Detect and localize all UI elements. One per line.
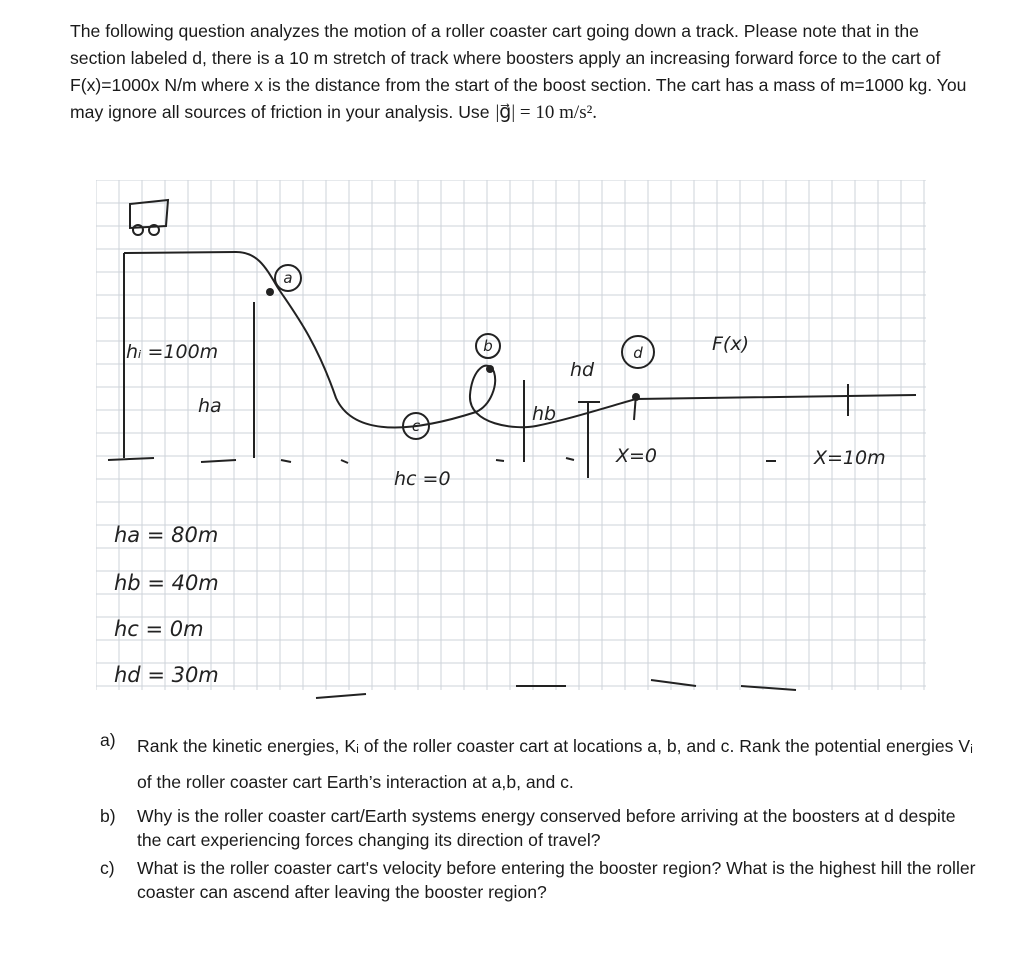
question-c-label: c): [100, 858, 115, 878]
hd-value: hd = 30m: [114, 663, 219, 687]
point-c-label: c: [411, 417, 421, 435]
point-b-dot: [486, 365, 494, 373]
hc-bottom-label: hc =0: [394, 468, 451, 490]
point-d-dot: [632, 393, 640, 401]
graph-paper-grid: [96, 180, 926, 690]
hi-label: hᵢ =100m: [126, 341, 219, 363]
ha-side-label: ha: [198, 395, 222, 417]
point-a-label: a: [283, 269, 293, 287]
ground-dashes: [108, 458, 776, 463]
question-b-text: Why is the roller coaster cart/Earth systems energy conserved before arriving at the boosters at d despite the cart experiencing forces changing its direction of travel?: [137, 806, 956, 850]
point-d-label: d: [633, 344, 643, 362]
question-b: [100, 804, 980, 852]
question-c: [100, 856, 980, 904]
hb-value: hb = 40m: [114, 571, 219, 595]
question-a: [100, 728, 980, 800]
question-a-label: a): [100, 730, 116, 750]
fx-label: F(x): [712, 333, 749, 355]
intro-paragraph: [70, 18, 970, 126]
track-curve: [124, 252, 916, 428]
hd-height-line: [578, 402, 600, 478]
x0-label: X=0: [616, 445, 658, 467]
hb-side-label: hb: [532, 403, 557, 425]
questions-list: [100, 728, 980, 908]
question-c-text: What is the roller coaster cart's velocity before entering the booster region? What is the highest hill the roller coaster can ascend after leaving the booster region?: [137, 858, 976, 902]
problem-statement: [70, 18, 970, 126]
point-b-label: b: [483, 337, 493, 355]
hc-value: hc = 0m: [114, 617, 204, 641]
hd-side-label: hd: [570, 359, 595, 381]
x10-label: X=10m: [814, 447, 886, 469]
point-a-dot: [266, 288, 274, 296]
gravity-equation: |g⃗| = 10 m/s².: [495, 102, 598, 123]
question-a-text: Rank the kinetic energies, Kᵢ of the roller coaster cart at locations a, b, and c. Rank the potential energies Vᵢ of the roller coaster cart Earth’s interaction at a,b, and c.: [137, 736, 973, 792]
intro-text: The following question analyzes the motion of a roller coaster cart going down a track. Please note that in the section labeled d, there is a 10 m stretch of track where boosters apply an increasing forward force to the cart of F(x)=1000x N/m where x is the distance from the start of the boost section. The cart has a mass of m=1000 kg. You may ignore all sources of friction in your analysis. Use: [70, 21, 967, 122]
roller-coaster-diagram: [96, 180, 926, 715]
question-b-label: b): [100, 806, 116, 826]
ha-value: ha = 80m: [114, 523, 219, 547]
cart-drawing: [130, 200, 168, 235]
